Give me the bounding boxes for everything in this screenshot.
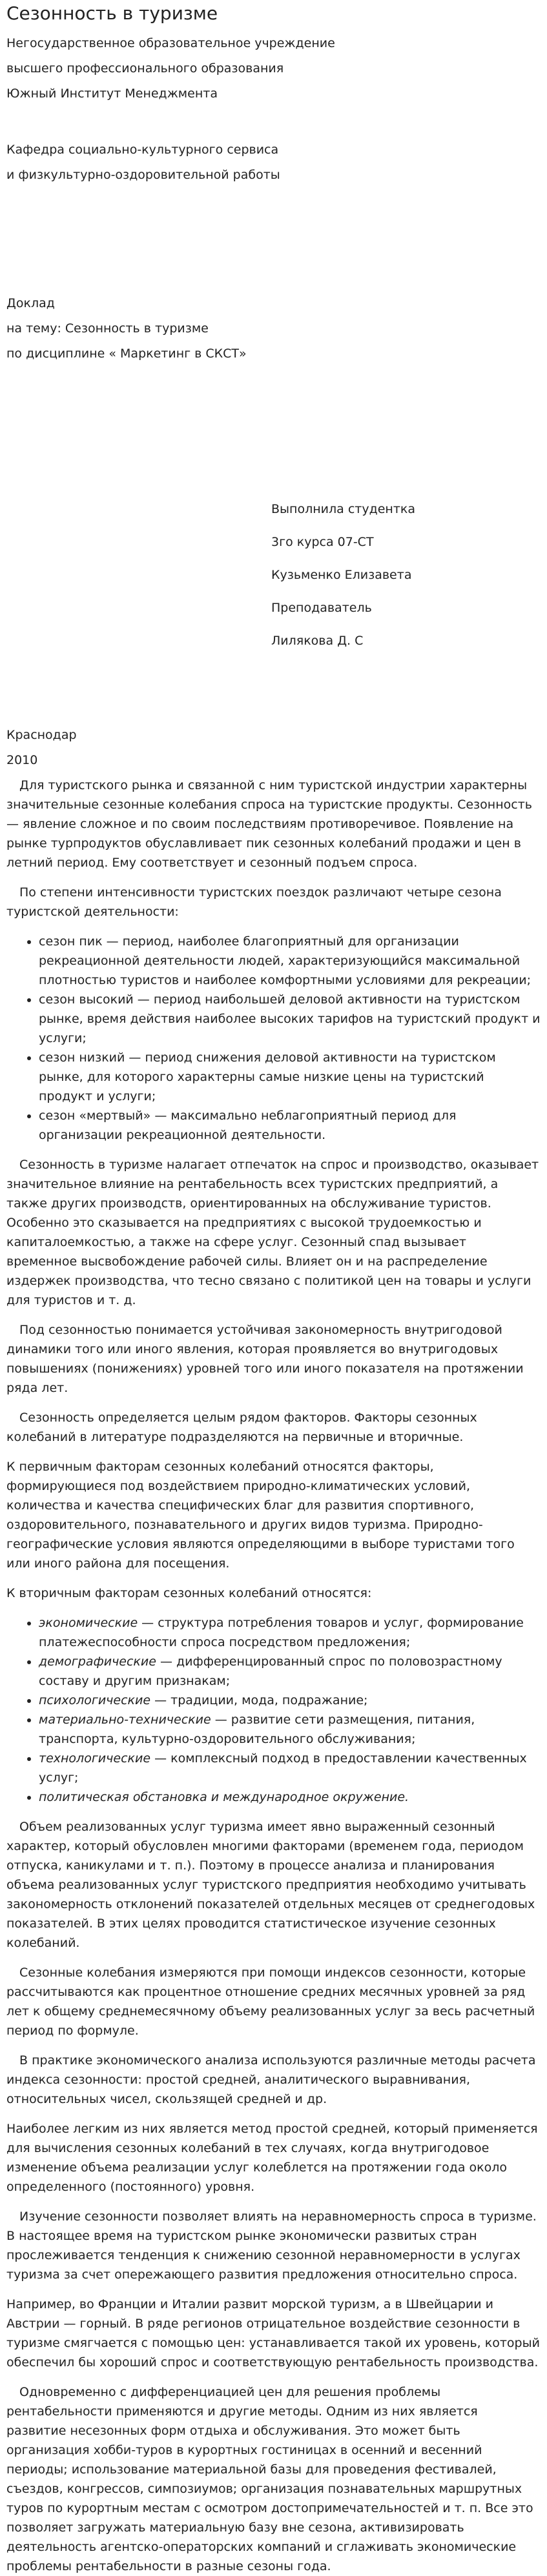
document-page <box>0 3 547 2576</box>
factor-desc: — традиции, мода, подражание; <box>150 1693 368 1707</box>
paragraph-14: Одновременно с дифференциацией цен для решения проблемы рентабельности применяются и другие методы. Одним из них является развитие несезонных форм отдыха и обслуживания. Это может быть организация хобби-туров в курортных гостиницах в осенний и весенний периоды; использование материальной базы для проведения фестивалей, съездов, конгрессов, симпозиумов; организация познавательных маршрутных туров по курортным местам с осмотром достопримечательностей и т. п. Все это позволяет загружать материальную базу вне сезона, активизировать деятельность агентско-операторских компаний и сглаживать экономические проблемы рентабельности в разные сезоны года. <box>6 2385 533 2573</box>
list-item: • сезон пик — период, наиболее благоприятный для организации рекреационной деятельности людей, характеризующийся максимальной плотностью туристов и наиболее комфортными условиями для рекреации; <box>39 932 541 990</box>
list-item <box>39 1691 541 1710</box>
report-course: по дисциплине « Маркетинг в СКСТ» <box>6 347 247 361</box>
paragraph-4: Под сезонностью понимается устойчивая закономерность внутригодовой динамики того или иного явления, которая проявляется во внутригодовых повышениях (понижениях) уровней того или иного показателя на протяжении ряда лет. <box>6 1323 524 1395</box>
list-item <box>39 1613 541 1652</box>
factor-desc: — комплексный подход в предоставлении качественных услуг; <box>39 1751 527 1785</box>
author-block <box>271 499 541 650</box>
paragraph-7: К вторичным факторам сезонных колебаний относятся: <box>6 1586 372 1600</box>
paragraph-5: Сезонность определяется целым рядом факторов. Факторы сезонных колебаний в литературе подразделяются на первичные и вторичные. <box>6 1411 477 1444</box>
author-line-2: 3го курса 07-СТ <box>271 535 374 549</box>
paragraph-10: В практике экономического анализа используются различные методы расчета индекса сезонности: простой средней, аналитического выравнивания, относительных чисел, скользящей средней и др. <box>6 2053 536 2106</box>
author-line-1: Выполнила студентка <box>271 502 416 516</box>
list-item: • сезон высокий — период наибольшей деловой активности на туристском рынке, время действия наиболее высоких тарифов на туристский продукт и услуги; <box>39 990 541 1048</box>
report-type: Доклад <box>6 296 55 310</box>
year: 2010 <box>6 753 38 767</box>
org-line-2: высшего профессионального образования <box>6 61 284 75</box>
dept-line-1: Кафедра социально-культурного сервиса <box>6 143 279 157</box>
author-line-3: Кузьменко Елизавета <box>271 568 412 582</box>
paragraph-9: Сезонные колебания измеряются при помощи индексов сезонности, которые рассчитываются как процентное отношение средних месячных уровней за ряд лет к общему среднемесячному объему реализованных услуг за весь расчетный период по формуле. <box>6 1966 535 2038</box>
factor-term: материально-технические <box>39 1713 211 1727</box>
author-line-4: Преподаватель <box>271 601 372 615</box>
list-item: • сезон низкий — период снижения деловой активности на туристском рынке, для которого характерны самые низкие цены на туристский продукт и услуги; <box>39 1048 541 1106</box>
factor-term: психологические <box>39 1693 151 1707</box>
paragraph-12: Изучение сезонности позволяет влиять на неравномерность спроса в туризме. В настоящее время на туристском рынке экономически развитых стран прослеживается тенденция к снижению сезонной неравномерности в услугах туризма за счет опережающего развития предложения относительно спроса. <box>6 2209 537 2282</box>
paragraph-13: Например, во Франции и Италии развит морской туризм, а в Швейцарии и Австрии — горный. В ряде регионов отрицательное воздействие сезонности в туризме смягчается с помощью цен: устанавливается такой их уровень, который обеспечил бы хороший спрос и соответствующую рентабельность производства. <box>6 2297 540 2370</box>
list-item <box>39 1710 541 1749</box>
paragraph-8: Объем реализованных услуг туризма имеет явно выраженный сезонный характер, который обусловлен многими факторами (временем года, периодом отпуска, каникулами и т. п.). Поэтому в процессе анализа и планирования объема реализованных услуг туристского предприятия необходимо учитывать закономерность отклонений показателей отдельных месяцев от среднегодовых показателей. В этих целях проводится статистическое изучение сезонных колебаний. <box>6 1820 535 1950</box>
factor-desc: — развитие сети размещения, питания, транспорта, культурно-оздоровительного обслуживания; <box>39 1713 475 1746</box>
report-topic: на тему: Сезонность в туризме <box>6 321 209 336</box>
paragraph-1: Для туристского рынка и связанной с ним туристской индустрии характерны значительные сезонные колебания спроса на туристские продукты. Сезонность — явление сложное и по своим последствиям противоречивое. Появление на рынке турпродуктов обуславливает пик сезонных колебаний продажи и цен в летний период. Ему соответствует и сезонный подъем спроса. <box>6 778 532 870</box>
paragraph-2: По степени интенсивности туристских поездок различают четыре сезона туристской деятельности: <box>6 885 502 919</box>
paragraph-11: Наиболее легким из них является метод простой средней, который применяется для вычисления сезонных колебаний в тех случаях, когда внутригодовое изменение объема реализации услуг колеблется на протяжении года около определенного (постоянного) уровня. <box>6 2122 538 2194</box>
list-item <box>39 1787 541 1807</box>
org-line-3: Южный Институт Менеджмента <box>6 86 218 101</box>
factor-term: технологические <box>39 1751 151 1766</box>
factor-desc: — структура потребления товаров и услуг, формирование платежеспособности спроса посредством предложения; <box>39 1616 524 1649</box>
factor-term: политическая обстановка и международное окружение. <box>39 1790 409 1804</box>
factors-list <box>6 1613 541 1807</box>
list-item: • сезон «мертвый» — максимально неблагоприятный период для организации рекреационной деятельности. <box>39 1106 541 1145</box>
author-line-5: Лилякова Д. С <box>271 634 364 648</box>
paragraph-6: К первичным факторам сезонных колебаний относятся факторы, формирующиеся под воздействием природно-климатических условий, количества и качества специфических благ для развития спортивного, оздоровительного, познавательного и других видов туризма. Природно-географические условия являются определяющими в выборе туристами того или иного района для посещения. <box>6 1460 515 1571</box>
factor-desc: — дифференцированный спрос по половозрастному составу и другим признакам; <box>39 1655 502 1688</box>
list-item <box>39 1652 541 1691</box>
list-item <box>39 1749 541 1787</box>
org-line-1: Негосударственное образовательное учреждение <box>6 36 335 50</box>
seasons-list <box>6 932 541 1145</box>
paragraph-3: Сезонность в туризме налагает отпечаток на спрос и производство, оказывает значительное влияние на рентабельность всех туристских предприятий, а также других производств, ориентированных на обслуживание туристов. Особенно это сказывается на предприятиях с высокой трудоемкостью и капиталоемкостью, а также на сфере услуг. Сезонный спад вызывает временное высвобождение рабочей силы. Влияет он и на распределение издержек производства, что тесно связано с политикой цен на товары и услуги для туристов и т. д. <box>6 1158 539 1307</box>
page-title: Сезонность в туризме <box>6 3 218 24</box>
city: Краснодар <box>6 728 77 742</box>
dept-line-2: и физкультурно-оздоровительной работы <box>6 168 280 182</box>
factor-term: демографические <box>39 1655 156 1669</box>
factor-term: экономические <box>39 1616 138 1630</box>
